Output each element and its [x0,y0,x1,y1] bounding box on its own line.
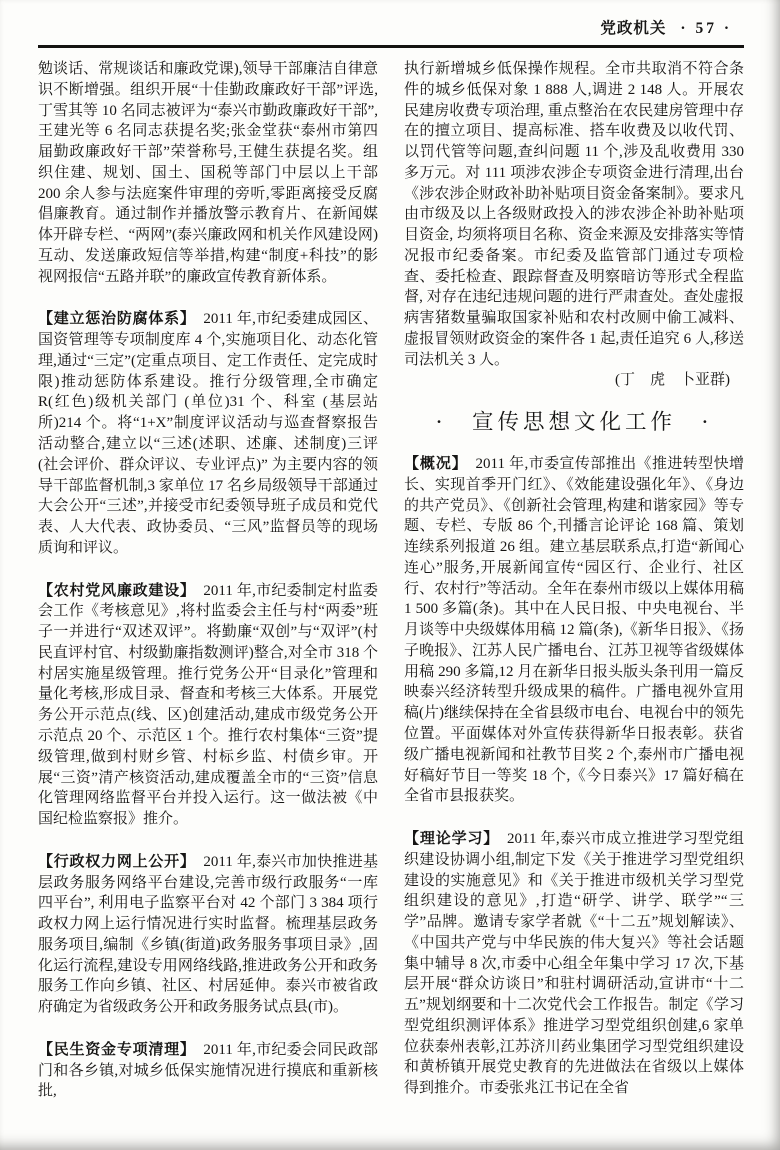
section-heading: 【建立惩治防腐体系】 [38,309,189,328]
header-section-label: 党政机关 [600,19,667,37]
section-paragraph [38,851,378,1018]
two-column-layout [38,59,744,1102]
paragraph-text: 2011 年,市纪委建成园区、国资管理等专项制度库 4 个,实施项目化、动态化管理,通过“三定”(定重点项目、定工作责任、定完成时限)推动惩防体系建设。推行分级管理,全市确定 R(红色)级机关部门 (单位)31 个、科室 (基层站所)214 个。将“1+X”制度评议活动与巡查督察报告活动整合,建立以“三述(述职、述廉、述制度)三评(社会评价、群众评议、专业评点)” 为主要内容的领导干部监督机制,3 家单位 17 名乡局级领导干部通过大会公开“三述”,并接受市纪委领导班子成员和党代表、人大代表、政协委员、“三风”监督员等的现场质询和评议。 [38,311,378,556]
paragraph-text: 2011 年,市纪委会同民政部门和各乡镇,对城乡低保实施情况进行摸底和重新核批, [38,1041,378,1100]
header-rule [38,45,744,48]
paragraph-text: 2011 年,市委宣传部推出《推进转型快增长、实现首季开门红》、《效能建设强化年》、《身边的共产党员》、《创新社会管理,构建和谐家园》等专题、专栏、专版 86 个,刊播言论评论 168 篇、策划连续系列报道 26 组。建立基层联系点,打造“新闻心连心”服务,开展新闻宣传“园区行、企业行、社区行、农村行”等活动。全年在泰州市级以上媒体用稿 1 500 多篇(条)。其中在人民日报、中央电视台、半月谈等中央级媒体用稿 12 篇(条),《新华日报》、《扬子晚报》、江苏人民广播电台、江苏卫视等省级媒体用稿 290 多篇,12 月在新华日报头版头条刊用一篇反映泰兴经济转型升级成果的稿件。广播电视外宣用稿(片)继续保持在全省县级市电台、电视台中的领先位置。平面媒体对外宣传获得新华日报表彰。获省级广播电视新闻和社教节目奖 2 个,泰州市广播电视好稿好节目一等奖 18 个,《今日泰兴》17 篇好稿在全省市县报获奖。 [404,456,744,805]
section-paragraph [38,1039,378,1102]
byline: (丁 虎 卜亚群) [615,372,730,389]
section-heading: 【理论学习】 [404,829,492,848]
paragraph-text: 2011 年,泰兴市加快推进基层政务服务网络平台建设,完善市级行政服务“一库四平台”, 利用电子监察平台对 42 个部门 3 384 项行政权力网上运行情况进行实时监督。梳理基层政务服务项目,编制《乡镇(街道)政务服务事项目录》,固化运行流程,建设专用网络线路,推进政务公开和政务服务工作向乡镇、社区、村居延伸。泰兴市被省政府确定为省级政务公开和政务服务试点县(市)。 [38,853,378,1016]
header-page-number: · 57 · [680,20,732,37]
paragraph-text: 执行新增城乡低保操作规程。全市共取消不符合条件的城乡低保对象 1 888 人,调进 2 148 人。开展农民建房收费专项治理, 重点整治在农民建房管理中存在的擅立项目、提高标准、搭车收费及以收代罚、以罚代管等问题,查纠问题 11 个,涉及乱收费用 330 多万元。对 111 项涉农涉企专项资金进行清理,出台《涉农涉企财政补助补贴项目资金备案制》。要求凡由市级及以上各级财政投入的涉农涉企补助补贴项目资金, 均须将项目名称、资金来源及安排落实等情况报市纪委备案。市纪委及监管部门通过专项检查、委托检查、跟踪督查及明察暗访等形式全程监督, 对存在违纪违规问题的进行严肃查处。查处虚报病害猪数量骗取国家补贴和农村改厕中偷工减料、虚报冒领财政资金的案件各 1 起,责任追究 6 人,移送司法机关 3 人。 [404,61,744,368]
paragraph-text: 勉谈话、常规谈话和廉政党课),领导干部廉洁自律意识不断增强。组织开展“十佳勤政廉政好干部”评选,丁雪其等 10 名同志被评为“泰兴市勤政廉政好干部”,王建光等 6 名同志获提名奖;张金堂获“泰州市第四届勤政廉政好干部”荣誉称号,王健生获提名奖。组织住建、规划、国土、国税等部门中层以上干部 200 余人参与法庭案件审理的旁听,零距离接受反腐倡廉教育。通过制作并播放警示教育片、在新闻媒体开辟专栏、“两网”(泰兴廉政网和机关作风建设网)互动、发送廉政短信等举措,构建“制度+科技”的影视网报信“五路并联”的廉政宣传教育新体系。 [38,61,378,285]
paragraph-continuation [38,59,378,287]
section-paragraph [404,453,744,807]
section-heading: 【行政权力网上公开】 [38,851,189,870]
section-heading: 【农村党风廉政建设】 [38,580,189,599]
paragraph-text: 2011 年,泰兴市成立推进学习型党组织建设协调小组,制定下发《关于推进学习型党组织建设的实施意见》和《关于推进市级机关学习型党组织建设的意见》,打造“研学、讲学、联学”“三学”品牌。邀请专家学者就《“十二五”规划解读》、《中国共产党与中华民族的伟大复兴》等社会话题集中辅导 8 次,市委中心组全年集中学习 17 次,下基层开展“群众访谈日”和驻村调研活动,宣讲市“十二五”规划纲要和十二次党代会工作报告。制定《学习型党组织测评体系》推进学习型党组织创建,6 家单位获泰州表彰,江苏济川药业集团学习型党组织建设和黄桥镇开展党史教育的先进做法在省级以上媒体得到推介。市委张兆江书记在全省 [404,831,744,1097]
section-heading: 【民生资金专项清理】 [38,1039,189,1058]
section-paragraph [404,828,744,1099]
right-column [404,59,744,1102]
paragraph-continuation [404,59,744,370]
section-paragraph [38,580,378,830]
left-column [38,59,378,1102]
section-heading: 【概况】 [404,454,461,473]
page-header [38,16,744,38]
paragraph-text: 2011 年,市纪委制定村监委会工作《考核意见》,将村监委会主任与村“两委”班子一并进行“双述双评”。将勤廉“双创”与“双评”(村民直评村官、村级勤廉指数测评)整合,对全市 318 个村居实施星级管理。推行党务公开“目录化”管理和量化考核,形成目录、督查和考核三大体系。开展党务公开示范点(线、区)创建活动,建成市级党务公开示范点 20 个、示范区 1 个。推行农村集体“三资”提级管理,做到村财乡管、村标乡监、村债乡审。开展“三资”清产核资活动,建成覆盖全市的“三资”信息化管理网络监督平台并投入运行。这一做法被《中国纪检监察报》推介。 [38,582,378,828]
chapter-title: · 宣传思想文化工作 · [435,410,713,436]
section-paragraph [38,308,378,558]
